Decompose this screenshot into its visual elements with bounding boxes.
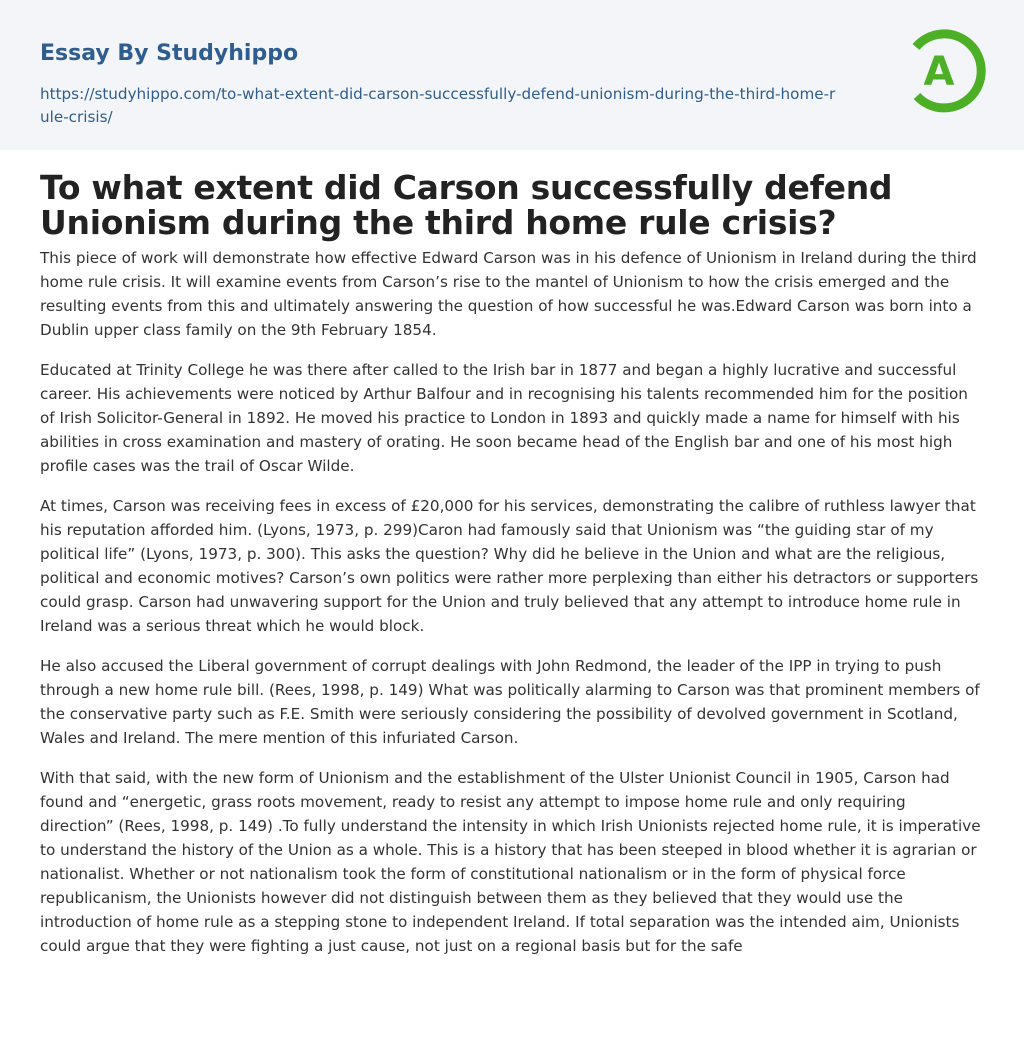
- site-header: [0, 0, 1024, 150]
- article: [0, 150, 1024, 958]
- circle-a-logo-icon[interactable]: [903, 28, 987, 116]
- paragraph-1: This piece of work will demonstrate how effective Edward Carson was in his defence of Unionism in Ireland during the third home rule crisis. It will examine events from Carson’s rise to the mantel of Unionism to how the crisis emerged and the resulting events from this and ultimately answering the question of how successful he was.Edward Carson was born into a Dublin upper class family on the 9th February 1854.: [40, 249, 977, 339]
- site-name[interactable]: Essay By Studyhippo: [40, 41, 299, 66]
- paragraph-5: With that said, with the new form of Unionism and the establishment of the Ulster Unionist Council in 1905, Carson had found and “energetic, grass roots movement, ready to resist any attempt to impose home rule and only requiring direction” (Rees, 1998, p. 149) .To fully understand the intensity in which Irish Unionists rejected home rule, it is imperative to understand the history of the Union as a whole. This is a history that has been steeped in blood whether it is agrarian or nationalist. Whether or not nationalism took the form of constitutional nationalism or in the form of physical force republicanism, the Unionists however did not distinguish between them as they believed that they would use the introduction of home rule as a stepping stone to independent Ireland. If total separation was the intended aim, Unionists could argue that they were fighting a just cause, not just on a regional basis but for the safe: [40, 769, 981, 955]
- article-title: To what extent did Carson successfully defend Unionism during the third home rule crisis?: [40, 168, 893, 242]
- paragraph-2: Educated at Trinity College he was there after called to the Irish bar in 1877 and began a highly lucrative and successful career. His achievements were noticed by Arthur Balfour and in recognising his talents recommended him for the position of Irish Solicitor-General in 1892. He moved his practice to London in 1893 and quickly made a name for himself with his abilities in cross examination and mastery of orating. He soon became head of the English bar and one of his most high profile cases was the trail of Oscar Wilde.: [40, 361, 968, 475]
- page-url-link[interactable]: https://studyhippo.com/to-what-extent-did-carson-successfully-defend-unionism-during-the-third-home-rule-crisis/: [40, 85, 836, 126]
- paragraph-4: He also accused the Liberal government of corrupt dealings with John Redmond, the leader of the IPP in trying to push through a new home rule bill. (Rees, 1998, p. 149) What was politically alarming to Carson was that prominent members of the conservative party such as F.E. Smith were seriously considering the possibility of devolved government in Scotland, Wales and Ireland. The mere mention of this infuriated Carson.: [40, 657, 980, 747]
- logo-letter: A: [923, 49, 955, 95]
- paragraph-3: At times, Carson was receiving fees in excess of £20,000 for his services, demonstrating the calibre of ruthless lawyer that his reputation afforded him. (Lyons, 1973, p. 299)Caron had famously said that Unionism was “the guiding star of my political life” (Lyons, 1973, p. 300). This asks the question? Why did he believe in the Union and what are the religious, political and economic motives? Carson’s own politics were rather more perplexing than either his detractors or supporters could grasp. Carson had unwavering support for the Union and truly believed that any attempt to introduce home rule in Ireland was a serious threat which he would block.: [40, 497, 979, 635]
